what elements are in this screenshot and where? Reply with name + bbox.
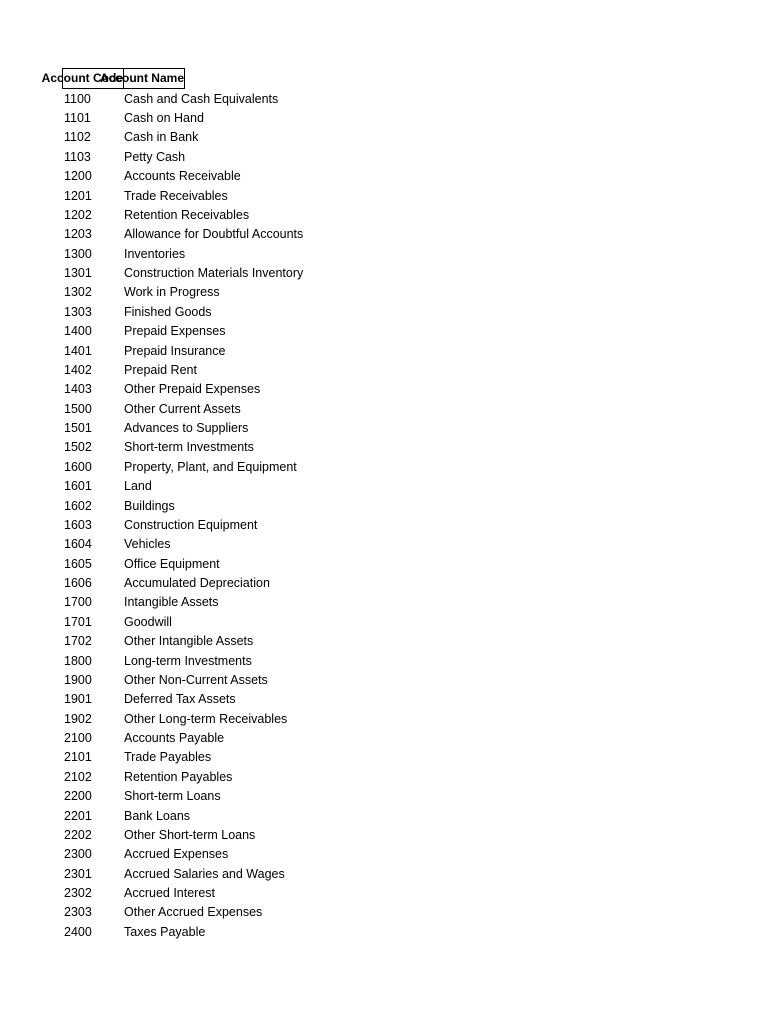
account-code-cell[interactable]: 1700 xyxy=(64,595,92,610)
table-row xyxy=(62,670,424,689)
account-name-cell[interactable]: Advances to Suppliers xyxy=(124,421,249,436)
header-account-name-label: Account Name xyxy=(99,71,184,85)
account-name-cell[interactable]: Allowance for Doubtful Accounts xyxy=(124,227,304,242)
account-code-cell[interactable]: 2300 xyxy=(64,847,92,862)
account-code-cell[interactable]: 1602 xyxy=(64,498,92,513)
account-name-cell[interactable]: Prepaid Expenses xyxy=(124,324,226,339)
account-code-cell[interactable]: 1402 xyxy=(64,362,92,377)
account-name-cell[interactable]: Construction Equipment xyxy=(124,517,258,532)
table-row xyxy=(62,128,424,147)
account-name-cell[interactable]: Bank Loans xyxy=(124,808,191,823)
account-code-cell[interactable]: 2202 xyxy=(64,827,92,842)
table-row xyxy=(62,922,424,941)
account-code-cell[interactable]: 1501 xyxy=(64,421,92,436)
account-code-cell[interactable]: 2201 xyxy=(64,808,92,823)
table-row xyxy=(62,748,424,767)
table-row xyxy=(62,263,424,282)
account-rows xyxy=(62,89,424,942)
table-row xyxy=(62,690,424,709)
account-name-cell[interactable]: Other Short-term Loans xyxy=(124,827,256,842)
table-row xyxy=(62,147,424,166)
table-row xyxy=(62,477,424,496)
account-name-cell[interactable]: Prepaid Insurance xyxy=(124,343,226,358)
account-name-cell[interactable]: Office Equipment xyxy=(124,556,220,571)
table-row xyxy=(62,380,424,399)
table-row xyxy=(62,283,424,302)
account-name-cell[interactable]: Accrued Interest xyxy=(124,886,216,901)
account-code-cell[interactable]: 2400 xyxy=(64,924,92,939)
account-name-cell[interactable]: Intangible Assets xyxy=(124,595,219,610)
account-code-cell[interactable]: 1202 xyxy=(64,207,92,222)
account-name-cell[interactable]: Land xyxy=(124,479,152,494)
account-code-cell[interactable]: 2102 xyxy=(64,769,92,784)
account-name-cell[interactable]: Prepaid Rent xyxy=(124,362,197,377)
account-code-cell[interactable]: 1603 xyxy=(64,517,92,532)
account-code-cell[interactable]: 1900 xyxy=(64,672,92,687)
table-row xyxy=(62,593,424,612)
table-row xyxy=(62,167,424,186)
table-row xyxy=(62,205,424,224)
table-row xyxy=(62,515,424,534)
table-row xyxy=(62,186,424,205)
table-row xyxy=(62,573,424,592)
table-row xyxy=(62,399,424,418)
table-row xyxy=(62,341,424,360)
account-code-cell[interactable]: 1604 xyxy=(64,537,92,552)
account-code-cell[interactable]: 1100 xyxy=(64,91,91,106)
table-row xyxy=(62,535,424,554)
table-row xyxy=(62,418,424,437)
account-code-cell[interactable]: 1702 xyxy=(64,634,92,649)
account-name-cell[interactable]: Trade Payables xyxy=(124,750,212,765)
account-name-cell[interactable]: Finished Goods xyxy=(124,304,212,319)
account-name-cell[interactable]: Property, Plant, and Equipment xyxy=(124,459,297,474)
account-sheet xyxy=(41,68,424,942)
table-row xyxy=(62,787,424,806)
account-name-cell[interactable]: Other Non-Current Assets xyxy=(124,672,268,687)
account-code-cell[interactable]: 2100 xyxy=(64,731,92,746)
table-row xyxy=(62,767,424,786)
account-code-cell[interactable]: 1605 xyxy=(64,556,92,571)
table-row xyxy=(62,864,424,883)
account-name-cell[interactable]: Other Current Assets xyxy=(124,401,241,416)
table-row xyxy=(62,108,424,127)
account-code-cell[interactable]: 1201 xyxy=(64,188,92,203)
account-name-cell[interactable]: Work in Progress xyxy=(124,285,220,300)
account-code-cell[interactable]: 2200 xyxy=(64,789,92,804)
table-row xyxy=(62,322,424,341)
account-code-cell[interactable]: 1302 xyxy=(64,285,92,300)
table-row xyxy=(62,496,424,515)
table-row xyxy=(62,709,424,728)
account-code-cell[interactable]: 2301 xyxy=(64,866,92,881)
table-row xyxy=(62,728,424,747)
table-row xyxy=(62,825,424,844)
header-account-code-label: Account Code xyxy=(41,71,123,85)
account-name-cell[interactable]: Construction Materials Inventory xyxy=(124,266,304,281)
table-row xyxy=(62,651,424,670)
account-name-cell[interactable]: Accrued Salaries and Wages xyxy=(124,866,285,881)
header-row xyxy=(41,68,424,89)
account-name-cell[interactable]: Vehicles xyxy=(124,537,171,552)
account-code-cell[interactable]: 1500 xyxy=(64,401,92,416)
account-name-cell[interactable]: Taxes Payable xyxy=(124,924,206,939)
account-code-cell[interactable]: 1300 xyxy=(64,246,92,261)
account-name-cell[interactable]: Goodwill xyxy=(124,614,172,629)
account-code-cell[interactable]: 1601 xyxy=(64,479,92,494)
table-row xyxy=(62,612,424,631)
account-name-cell[interactable]: Other Intangible Assets xyxy=(124,634,254,649)
account-name-cell[interactable]: Deferred Tax Assets xyxy=(124,692,236,707)
table-row xyxy=(62,554,424,573)
account-code-cell[interactable]: 1303 xyxy=(64,304,92,319)
table-row xyxy=(62,302,424,321)
account-name-cell[interactable]: Retention Receivables xyxy=(124,207,250,222)
account-code-cell[interactable]: 1403 xyxy=(64,382,92,397)
account-name-cell[interactable]: Cash on Hand xyxy=(124,111,204,126)
account-name-cell[interactable]: Cash in Bank xyxy=(124,130,199,145)
table-row xyxy=(62,244,424,263)
account-code-cell[interactable]: 1800 xyxy=(64,653,92,668)
table-row xyxy=(62,632,424,651)
account-name-cell[interactable]: Cash and Cash Equivalents xyxy=(124,91,279,106)
table-row xyxy=(62,845,424,864)
table-row xyxy=(62,806,424,825)
account-code-cell[interactable]: 1203 xyxy=(64,227,92,242)
account-code-cell[interactable]: 1600 xyxy=(64,459,92,474)
account-code-cell[interactable]: 1606 xyxy=(64,576,92,591)
account-code-cell[interactable]: 1701 xyxy=(64,614,92,629)
account-name-cell[interactable]: Accrued Expenses xyxy=(124,847,229,862)
account-code-cell[interactable]: 1101 xyxy=(64,111,91,126)
account-name-cell[interactable]: Short-term Investments xyxy=(124,440,254,455)
account-code-cell[interactable]: 1102 xyxy=(64,130,91,145)
account-code-cell[interactable]: 2303 xyxy=(64,905,92,920)
account-code-cell[interactable]: 2101 xyxy=(64,750,92,765)
account-name-cell[interactable]: Short-term Loans xyxy=(124,789,221,804)
account-name-cell[interactable]: Retention Payables xyxy=(124,769,233,784)
table-row xyxy=(62,225,424,244)
account-code-cell[interactable]: 2302 xyxy=(64,886,92,901)
account-name-cell[interactable]: Accounts Payable xyxy=(124,731,225,746)
account-code-cell[interactable]: 1400 xyxy=(64,324,92,339)
account-code-cell[interactable]: 1902 xyxy=(64,711,92,726)
table-row xyxy=(62,438,424,457)
account-name-cell[interactable]: Accumulated Depreciation xyxy=(124,576,270,591)
account-code-cell[interactable]: 1901 xyxy=(64,692,92,707)
account-name-cell[interactable]: Inventories xyxy=(124,246,186,261)
account-code-cell[interactable]: 1401 xyxy=(64,343,92,358)
table-row xyxy=(62,360,424,379)
account-code-cell[interactable]: 1502 xyxy=(64,440,92,455)
account-code-cell[interactable]: 1200 xyxy=(64,169,92,184)
account-name-cell[interactable]: Trade Receivables xyxy=(124,188,228,203)
account-code-cell[interactable]: 1103 xyxy=(64,149,91,164)
account-code-cell[interactable]: 1301 xyxy=(64,266,92,281)
account-name-cell[interactable]: Buildings xyxy=(124,498,175,513)
account-name-cell[interactable]: Accounts Receivable xyxy=(124,169,241,184)
table-row xyxy=(62,883,424,902)
account-name-cell[interactable]: Petty Cash xyxy=(124,149,186,164)
account-name-cell[interactable]: Other Prepaid Expenses xyxy=(124,382,261,397)
account-name-cell[interactable]: Other Long-term Receivables xyxy=(124,711,288,726)
header-account-name[interactable] xyxy=(99,68,185,89)
account-name-cell[interactable]: Long-term Investments xyxy=(124,653,252,668)
account-name-cell[interactable]: Other Accrued Expenses xyxy=(124,905,263,920)
table-row xyxy=(62,457,424,476)
table-row xyxy=(62,89,424,108)
table-row xyxy=(62,903,424,922)
